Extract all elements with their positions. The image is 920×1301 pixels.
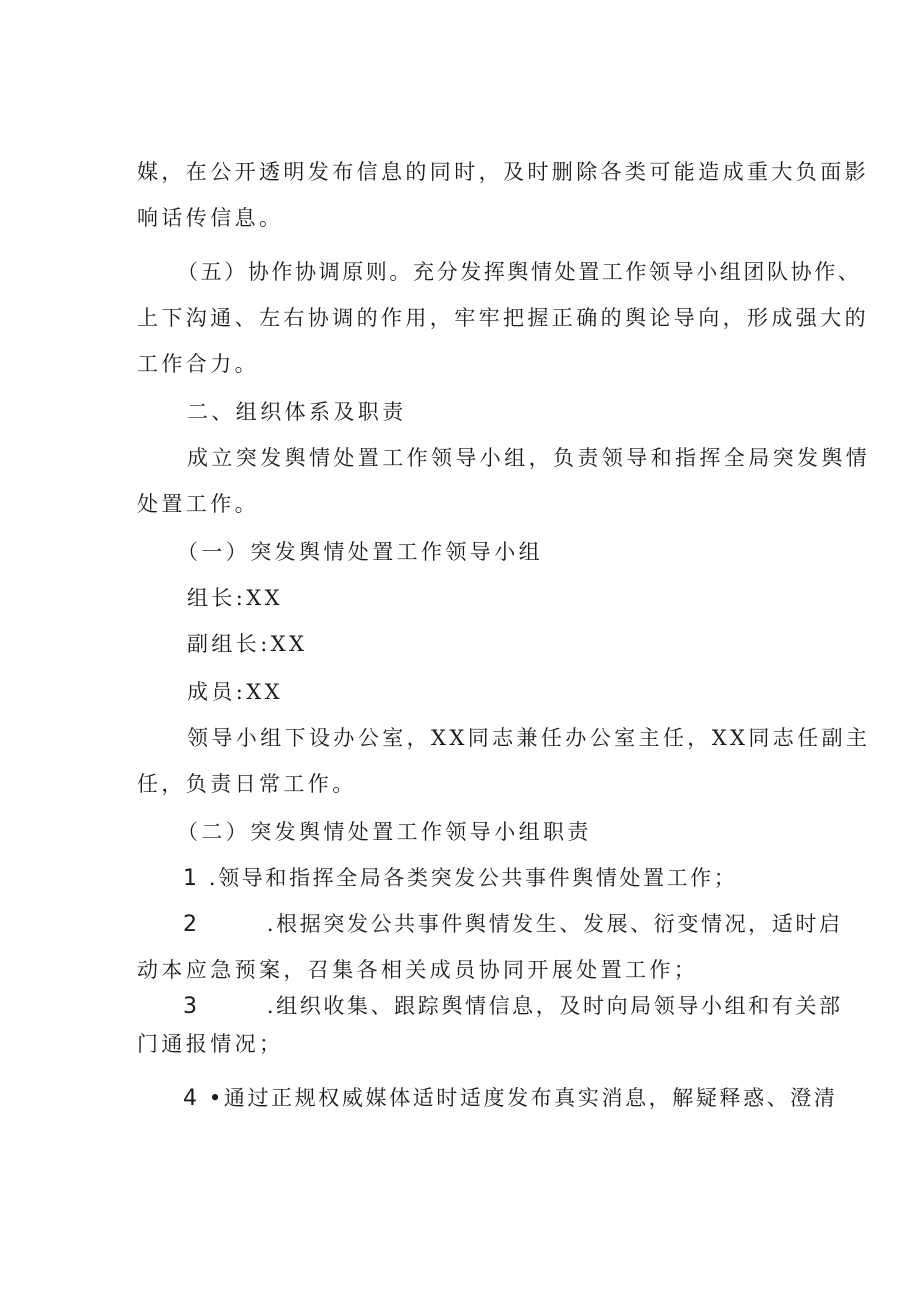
- subsection-heading: （二）突发舆情处置工作领导小组职责: [177, 820, 592, 844]
- list-item: [183, 1082, 920, 1114]
- list-text: .组织收集、跟踪舆情信息，及时向局领导小组和有关部: [266, 994, 843, 1018]
- list-text: .根据突发公共事件舆情发生、发展、衍变情况，适时启: [266, 912, 843, 936]
- list-number: 1: [183, 866, 200, 891]
- paragraph-line: 处置工作。: [137, 492, 259, 516]
- paragraph-line: （五）协作协调原则。充分发挥舆情处置工作领导小组团队协作、: [177, 260, 862, 284]
- paragraph-line: 门通报情况；: [137, 1032, 284, 1056]
- paragraph-line: 成立突发舆情处置工作领导小组，负责领导和指挥全局突发舆情: [187, 446, 871, 470]
- list-number: 3: [183, 994, 200, 1019]
- section-heading: 二、组织体系及职责: [187, 400, 407, 424]
- paragraph-line: 动本应急预案，召集各相关成员协同开展处置工作；: [137, 958, 699, 982]
- paragraph-line: 上下沟通、左右协调的作用，牢牢把握正确的舆论导向，形成强大的: [137, 306, 869, 330]
- list-text: •通过正规权威媒体适时适度发布真实消息，解疑释惑、澄清: [208, 1086, 838, 1110]
- member-line: 组长:XX: [187, 586, 283, 610]
- member-line: 成员:XX: [187, 680, 283, 704]
- list-item: [183, 990, 920, 1022]
- list-text: .领导和指挥全局各类突发公共事件舆情处置工作；: [208, 866, 738, 890]
- paragraph-line: 响话传信息。: [137, 206, 284, 230]
- paragraph-line: 领导小组下设办公室，XX同志兼任办公室主任，XX同志任副主: [187, 726, 871, 750]
- list-number: 2: [183, 912, 200, 937]
- paragraph-line: 任，负责日常工作。: [137, 772, 357, 796]
- paragraph-line: 媒，在公开透明发布信息的同时，及时删除各类可能造成重大负面影: [137, 160, 869, 184]
- subsection-heading: （一）突发舆情处置工作领导小组: [177, 540, 543, 564]
- list-item: [183, 862, 920, 894]
- list-item: [183, 908, 920, 940]
- list-number: 4: [183, 1086, 200, 1111]
- paragraph-line: 工作合力。: [137, 352, 259, 376]
- member-line: 副组长:XX: [187, 632, 308, 656]
